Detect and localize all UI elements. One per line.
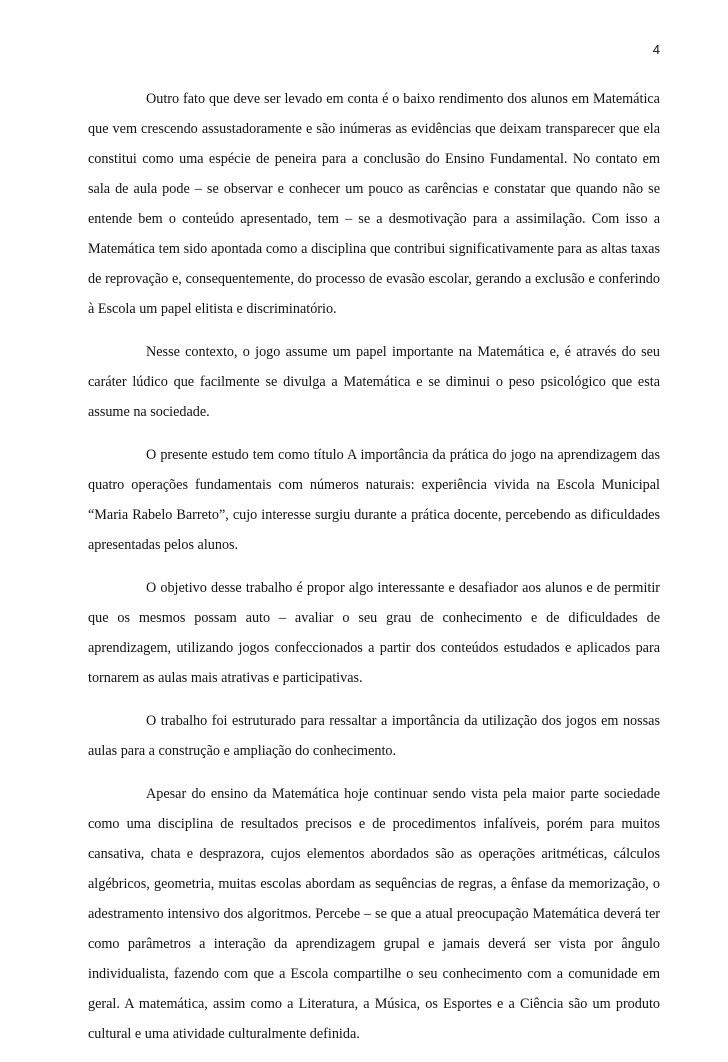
paragraph: O trabalho foi estruturado para ressaltar a importância da utilização dos jogos em nossas aulas para a construção e ampliação do conhecimento. — [88, 713, 660, 759]
page-number: 4 — [652, 42, 660, 57]
paragraph: O presente estudo tem como título A importância da prática do jogo na aprendizagem das quatro operações fundamentais com números naturais: experiência vivida na Escola Municipal “Maria Rabelo Barreto”, cujo interesse surgiu durante a prática docente, percebendo as dificuldades apresentadas pelos alunos. — [88, 447, 660, 553]
paragraph: Outro fato que deve ser levado em conta é o baixo rendimento dos alunos em Matemática que vem crescendo assustadoramente e são inúmeras as evidências que deixam transparecer que ela constitui como uma espécie de peneira para a conclusão do Ensino Fundamental. No contato em sala de aula pode – se observar e conhecer um pouco as carências e constatar que quando não se entende bem o conteúdo apresentado, tem – se a desmotivação para a assimilação. Com isso a Matemática tem sido apontada como a disciplina que contribui significativamente para as altas taxas de reprovação e, consequentemente, do processo de evasão escolar, gerando a exclusão e conferindo à Escola um papel elitista e discriminatório. — [88, 91, 660, 317]
paragraph: O objetivo desse trabalho é propor algo interessante e desafiador aos alunos e de permitir que os mesmos possam auto – avaliar o seu grau de conhecimento e de dificuldades de aprendizagem, utilizando jogos confeccionados a partir dos conteúdos estudados e aplicados para tornarem as aulas mais atrativas e participativas. — [88, 580, 660, 686]
paragraph: Nesse contexto, o jogo assume um papel importante na Matemática e, é através do seu caráter lúdico que facilmente se divulga a Matemática e se diminui o peso psicológico que esta assume na sociedade. — [88, 344, 660, 420]
body-text — [88, 84, 660, 1062]
paragraph: Apesar do ensino da Matemática hoje continuar sendo vista pela maior parte sociedade como uma disciplina de resultados precisos e de procedimentos infalíveis, porém para muitos cansativa, chata e desprazora, cujos elementos abordados são as operações aritméticas, cálculos algébricos, geometria, muitas escolas abordam as sequências de regras, a ênfase da memorização, o adestramento intensivo dos algoritmos. Percebe – se que a atual preocupação Matemática deverá ter como parâmetros a interação da aprendizagem grupal e jamais deverá ser vista por ângulo individualista, fazendo com que a Escola compartilhe o seu conhecimento com a comunidade em geral. A matemática, assim como a Literatura, a Música, os Esportes e a Ciência são um produto cultural e uma atividade culturalmente definida. — [88, 786, 660, 1042]
